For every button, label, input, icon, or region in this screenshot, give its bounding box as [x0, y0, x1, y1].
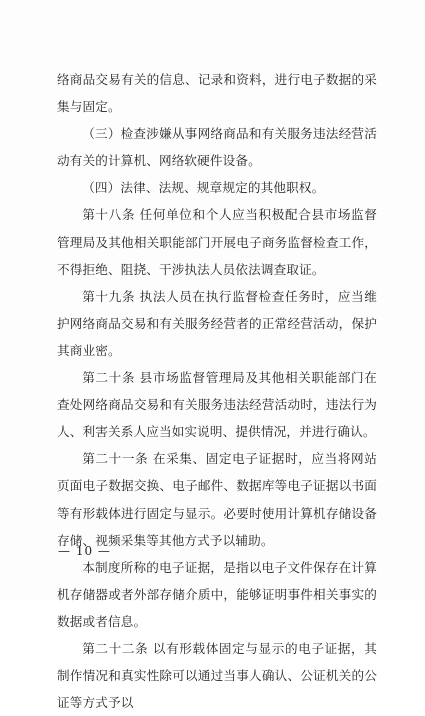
body-text — [57, 66, 377, 716]
paragraph-continuation: 络商品交易有关的信息、记录和资料，进行电子数据的采集与固定。 — [57, 72, 377, 115]
paragraph-article-20: 第二十条 县市场监督管理局及其他相关职能部门在查处网络商品交易和有关服务违法经营活动时，违法行为人、利害关系人应当如实说明、提供情况，并进行确认。 — [57, 370, 377, 440]
paragraph-definition: 本制度所称的电子证据，是指以电子文件保存在计算机存储器或者外部存储介质中，能够证明事件相关事实的数据或者信息。 — [57, 559, 377, 629]
paragraph-article-18: 第十八条 任何单位和个人应当积极配合县市场监督管理局及其他相关职能部门开展电子商务监督检查工作，不得拒绝、阻挠、干涉执法人员依法调查取证。 — [57, 207, 377, 277]
paragraph-article-19: 第十九条 执法人员在执行监督检查任务时，应当维护网络商品交易和有关服务经营者的正常经营活动，保护其商业密。 — [57, 288, 377, 358]
paragraph-item-4: （四）法律、法规、规章规定的其他职权。 — [82, 180, 325, 196]
page-number: — 10 — — [58, 544, 111, 558]
paragraph-article-22: 第二十二条 以有形载体固定与显示的电子证据，其制作情况和真实性除可以通过当事人确认、公证机关的公证等方式予以 — [57, 640, 377, 711]
paragraph-item-3: （三）检查涉嫌从事网络商品和有关服务违法经营活动有关的计算机、网络软硬件设备。 — [57, 126, 377, 169]
paragraph-article-21: 第二十一条 在采集、固定电子证据时，应当将网站页面电子数据交换、电子邮件、数据库等电子证据以书面等有形载体进行固定与显示。必要时使用计算机存储设备存储、视频采集等其他方式予以辅助。 — [57, 451, 377, 548]
